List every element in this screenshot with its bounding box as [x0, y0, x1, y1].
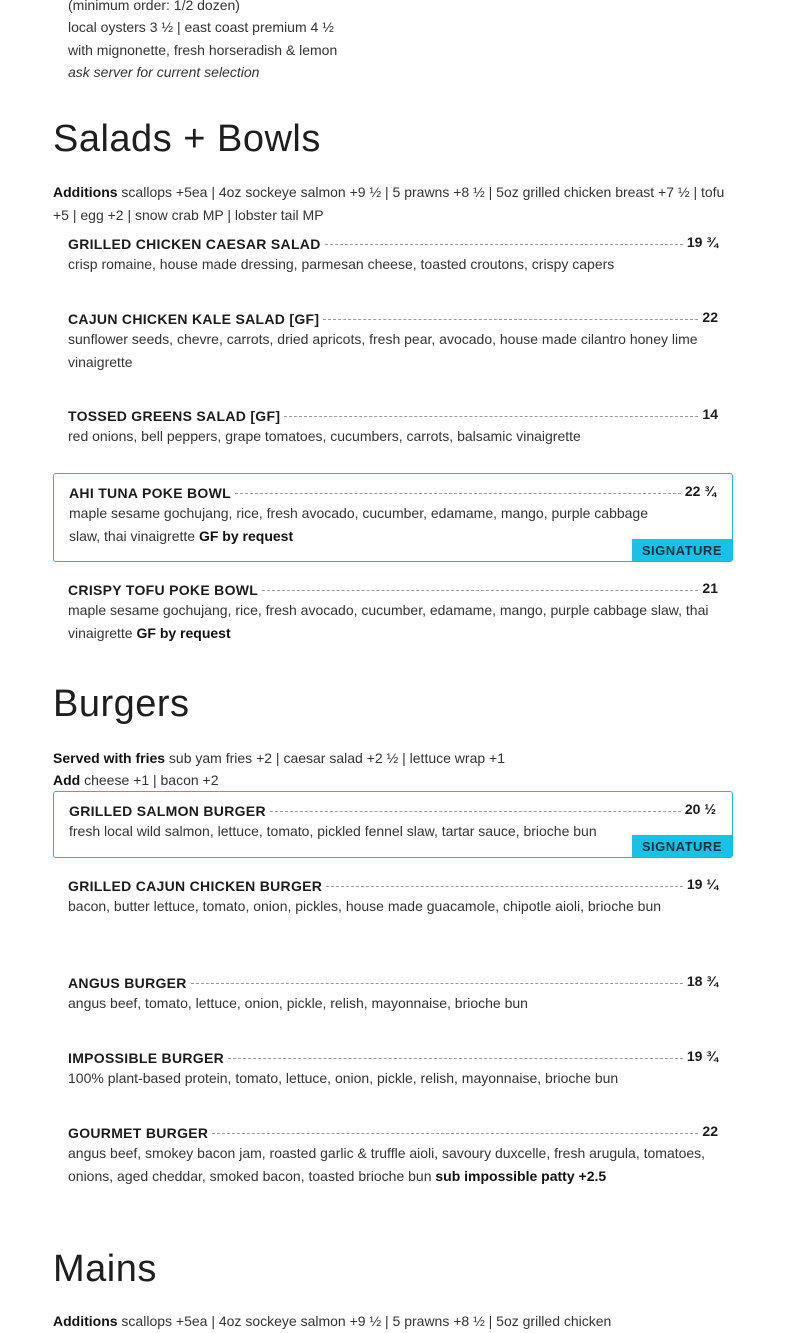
item-description-text: maple sesame gochujang, rice, fresh avocado, cucumber, edamame, mango, purple cabbage slaw, thai vinaigrette: [68, 602, 709, 641]
item-name: GRILLED SALMON BURGER: [69, 803, 266, 819]
item-description: fresh local wild salmon, lettuce, tomato, pickled fennel slaw, tartar sauce, brioche bun: [69, 823, 597, 839]
dotted-leader: [212, 1133, 698, 1134]
dotted-leader: [323, 319, 698, 320]
mains-additions: [53, 1310, 733, 1333]
item-name: AHI TUNA POKE BOWL: [69, 485, 231, 501]
dotted-leader: [326, 886, 683, 887]
oysters-prices: local oysters 3 ½ | east coast premium 4 ½: [68, 19, 334, 35]
oysters-accompaniments: with mignonette, fresh horseradish & lemon: [68, 42, 338, 58]
menu-item: [69, 485, 716, 547]
item-name: CAJUN CHICKEN KALE SALAD [GF]: [68, 311, 320, 327]
item-price: 20 ½: [684, 801, 716, 817]
signature-item-box: [53, 473, 733, 562]
item-price: 22 ¾: [684, 483, 716, 499]
item-price: 22: [702, 1123, 718, 1139]
dotted-leader: [228, 1058, 683, 1059]
item-description: [69, 502, 659, 547]
menu-item: [68, 975, 718, 1015]
item-description: bacon, butter lettuce, tomato, onion, pickles, house made guacamole, chipotle aioli, brioche bun: [68, 898, 662, 914]
item-price: 14: [702, 406, 718, 422]
menu-item: [68, 878, 718, 918]
item-description-bold: GF by request: [198, 527, 294, 544]
dotted-leader: [325, 244, 683, 245]
item-description: red onions, bell peppers, grape tomatoes, cucumbers, carrots, balsamic vinaigrette: [68, 428, 581, 444]
item-name: ANGUS BURGER: [68, 975, 187, 991]
oysters-note: ask server for current selection: [68, 64, 260, 80]
item-description-bold: GF by request: [136, 624, 231, 641]
served-with-text: sub yam fries +2 | caesar salad +2 ½ | lettuce wrap +1: [165, 750, 505, 766]
menu-item: [68, 311, 718, 373]
dotted-leader: [262, 590, 698, 591]
salads-additions: [53, 181, 733, 226]
section-title-salads: Salads + Bowls: [53, 118, 321, 160]
dotted-leader: [284, 416, 698, 417]
additions-label: Additions: [53, 184, 118, 200]
menu-item: [68, 582, 718, 644]
item-description: [68, 1142, 718, 1187]
menu-item: [68, 236, 718, 276]
additions-text: scallops +5ea | 4oz sockeye salmon +9 ½ | 5 prawns +8 ½ | 5oz grilled chicken breast +7 ½ | tofu +5 | egg +2 | snow crab MP | lobster tail MP: [53, 184, 725, 223]
item-price: 19 ¾: [686, 1048, 718, 1064]
burgers-add: [53, 769, 733, 792]
dotted-leader: [191, 983, 683, 984]
item-description: crisp romaine, house made dressing, parmesan cheese, toasted croutons, crispy capers: [68, 256, 615, 272]
item-price: 19 ¾: [686, 234, 718, 250]
additions-label: Additions: [53, 1313, 118, 1329]
item-description: 100% plant-based protein, tomato, lettuce, onion, pickle, relish, mayonnaise, brioche bun: [68, 1070, 619, 1086]
item-price: 18 ¾: [686, 973, 718, 989]
item-name: TOSSED GREENS SALAD [GF]: [68, 408, 281, 424]
item-name: CRISPY TOFU POKE BOWL: [68, 582, 259, 598]
section-title-mains: Mains: [53, 1248, 157, 1290]
item-description: [68, 599, 718, 644]
item-price: 19 ¼: [686, 876, 718, 892]
signature-item-box: [53, 791, 733, 858]
item-name: IMPOSSIBLE BURGER: [68, 1050, 225, 1066]
item-name: GOURMET BURGER: [68, 1125, 209, 1141]
item-description: sunflower seeds, chevre, carrots, dried apricots, fresh pear, avocado, house made cilantro honey lime vinaigrette: [68, 331, 698, 370]
item-description-text: angus beef, smokey bacon jam, roasted garlic & truffle aioli, savoury duxcelle, fresh arugula, tomatoes, onions, aged cheddar, smoked bacon, toasted brioche bun: [68, 1145, 706, 1184]
menu-item: [68, 1050, 718, 1090]
item-price: 21: [702, 580, 718, 596]
item-name: GRILLED CHICKEN CAESAR SALAD: [68, 236, 321, 252]
additions-text: scallops +5ea | 4oz sockeye salmon +9 ½ | 5 prawns +8 ½ | 5oz grilled chicken: [117, 1313, 612, 1329]
item-description-text: maple sesame gochujang, rice, fresh avocado, cucumber, edamame, mango, purple cabbage slaw, thai vinaigrette: [69, 505, 649, 544]
dotted-leader: [235, 493, 681, 494]
menu-item: [69, 803, 716, 843]
add-text: cheese +1 | bacon +2: [80, 772, 219, 788]
item-price: 22: [702, 309, 718, 325]
menu-item: [68, 1125, 718, 1187]
section-title-burgers: Burgers: [53, 683, 190, 725]
signature-badge: SIGNATURE: [632, 835, 732, 857]
menu-item: [68, 408, 718, 448]
dotted-leader: [270, 811, 681, 812]
signature-badge: SIGNATURE: [632, 539, 732, 561]
oysters-minimum-order: (minimum order: 1/2 dozen): [68, 0, 240, 13]
item-description: angus beef, tomato, lettuce, onion, pickle, relish, mayonnaise, brioche bun: [68, 995, 528, 1011]
burgers-served-with: [53, 747, 733, 770]
item-name: GRILLED CAJUN CHICKEN BURGER: [68, 878, 323, 894]
add-label: Add: [53, 772, 81, 788]
served-with-label: Served with fries: [53, 750, 166, 766]
item-description-bold: sub impossible patty +2.5: [435, 1167, 607, 1184]
